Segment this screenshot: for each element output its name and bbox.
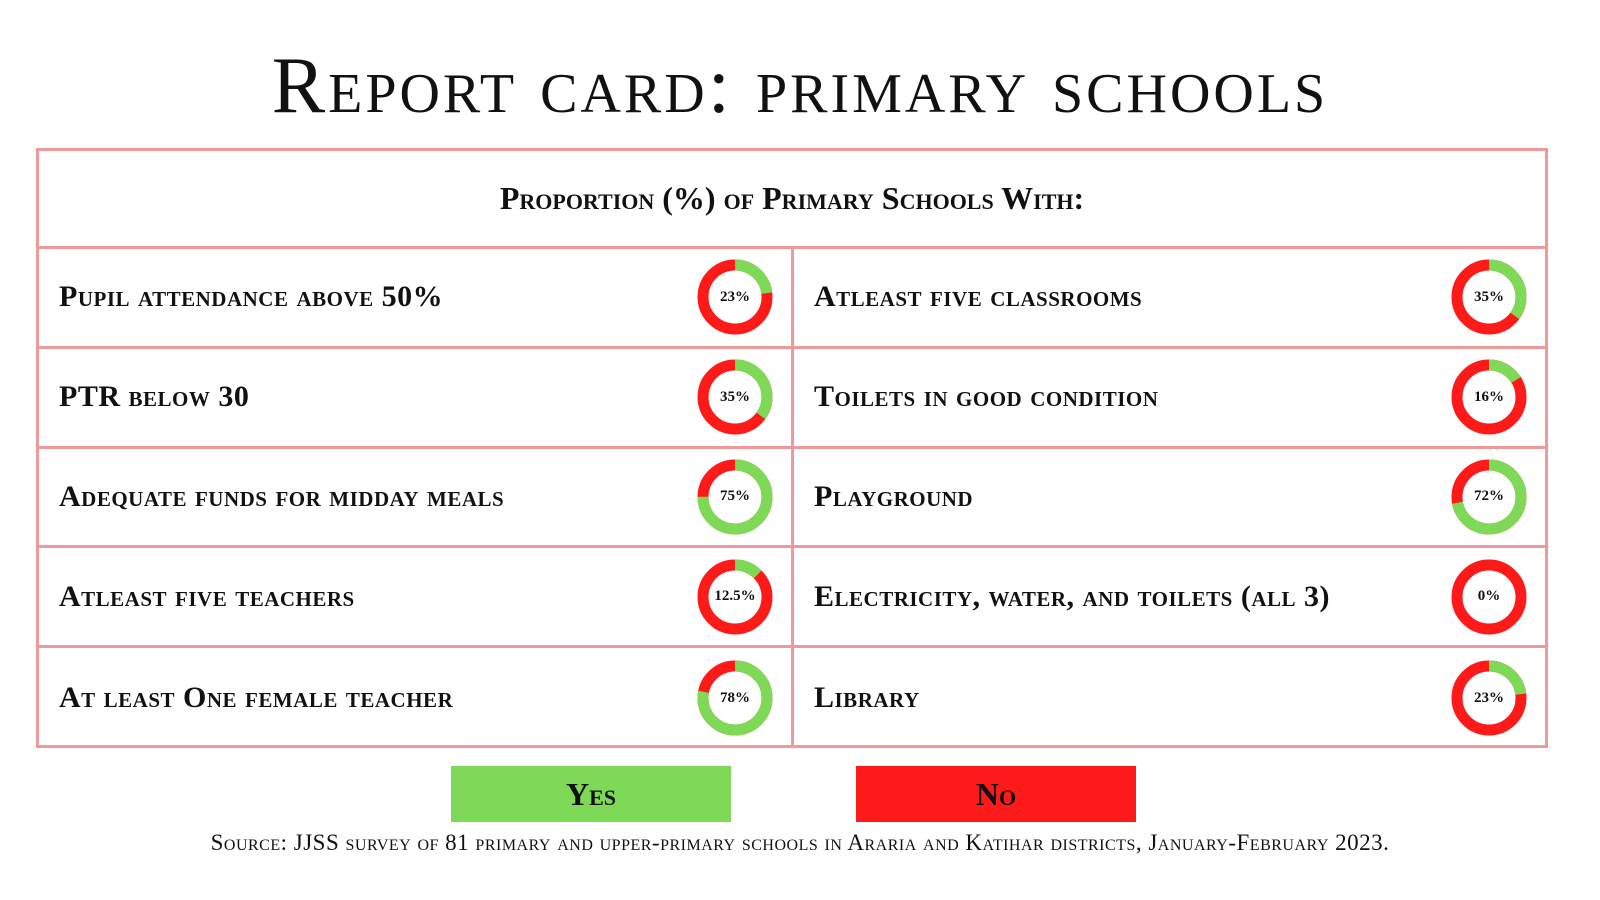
donut-chart bbox=[1449, 357, 1529, 437]
legend-no: No bbox=[856, 766, 1136, 822]
indicator-label: Atleast five teachers bbox=[59, 579, 355, 613]
donut-value-label: 16% bbox=[1474, 388, 1504, 405]
donut-value-label: 75% bbox=[720, 488, 750, 505]
donut-chart bbox=[1449, 457, 1529, 537]
donut-chart bbox=[695, 257, 775, 337]
donut-chart bbox=[695, 557, 775, 637]
donut-value-label: 35% bbox=[720, 388, 750, 405]
legend-yes: Yes bbox=[451, 766, 731, 822]
page-title: Report card: primary schools bbox=[271, 42, 1329, 130]
donut-value-label: 23% bbox=[1474, 689, 1504, 706]
indicator-row bbox=[39, 349, 794, 449]
donut-value-label: 35% bbox=[1474, 288, 1504, 305]
indicator-label: Playground bbox=[814, 479, 974, 513]
donut-value-label: 23% bbox=[720, 288, 750, 305]
indicator-row bbox=[39, 648, 794, 748]
indicator-label: At least One female teacher bbox=[59, 681, 454, 715]
indicator-row bbox=[794, 449, 1545, 549]
donut-value-label: 12.5% bbox=[714, 588, 756, 605]
indicator-label: Atleast five classrooms bbox=[814, 280, 1143, 314]
indicator-label: Library bbox=[814, 681, 920, 715]
donut-chart bbox=[695, 457, 775, 537]
donut-chart bbox=[695, 658, 775, 738]
table-heading: Proportion (%) of Primary Schools With: bbox=[39, 151, 1545, 249]
donut-value-label: 78% bbox=[720, 689, 750, 706]
indicator-row bbox=[39, 249, 794, 349]
donut-chart bbox=[695, 357, 775, 437]
donut-value-label: 72% bbox=[1474, 488, 1504, 505]
indicator-row bbox=[794, 349, 1545, 449]
donut-chart bbox=[1449, 557, 1529, 637]
indicator-grid bbox=[39, 249, 1545, 748]
indicator-row bbox=[39, 449, 794, 549]
donut-chart bbox=[1449, 658, 1529, 738]
indicator-label: Pupil attendance above 50% bbox=[59, 280, 444, 314]
donut-chart bbox=[1449, 257, 1529, 337]
indicator-row bbox=[794, 548, 1545, 648]
source-note: Source: JJSS survey of 81 primary and upper-primary schools in Araria and Katihar districts, January-February 2023. bbox=[210, 830, 1390, 855]
report-card-table bbox=[36, 148, 1548, 748]
donut-value-label: 0% bbox=[1477, 588, 1501, 605]
indicator-label: PTR below 30 bbox=[59, 380, 250, 414]
indicator-label: Electricity, water, and toilets (all 3) bbox=[814, 579, 1330, 613]
indicator-label: Toilets in good condition bbox=[814, 380, 1159, 414]
indicator-row bbox=[39, 548, 794, 648]
indicator-row bbox=[794, 249, 1545, 349]
indicator-row bbox=[794, 648, 1545, 748]
indicator-label: Adequate funds for midday meals bbox=[59, 479, 505, 513]
